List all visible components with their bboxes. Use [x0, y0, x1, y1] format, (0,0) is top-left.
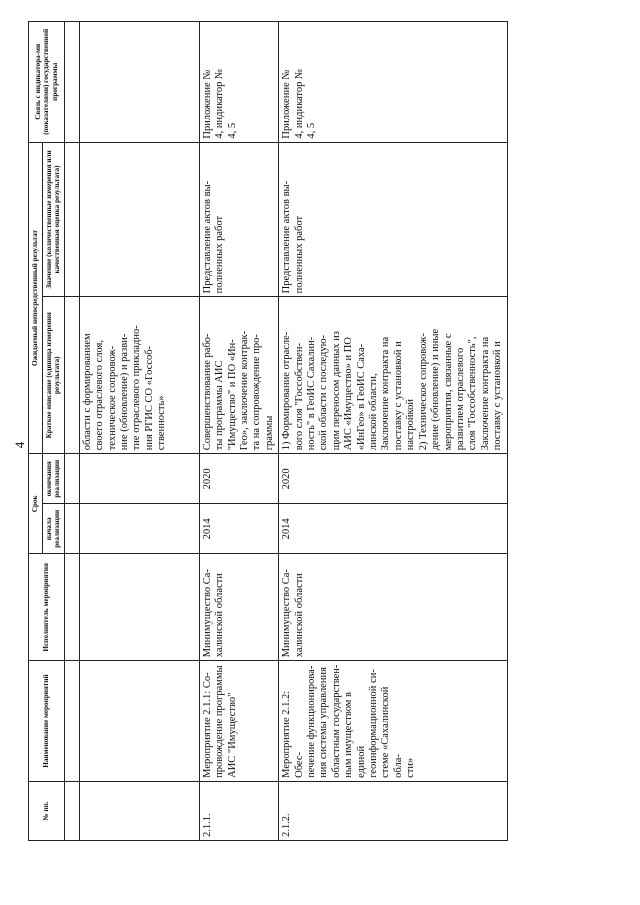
cell-indicator — [79, 22, 199, 143]
header-term: Срок — [29, 454, 43, 554]
cell-name — [79, 661, 199, 782]
cell-end: 2020 — [279, 454, 507, 504]
cell-num — [79, 781, 199, 840]
page-number: 4 — [12, 441, 27, 449]
cell-executor — [79, 554, 199, 661]
cell-indicator: Приложение № 4, индикатор № 4, 5 — [279, 22, 507, 143]
cell-description: 1) Формирование отрасле- вого слоя "Госсобствен- ность" в ГеоИС Сахалин- ской области с последую- щим переносом данных из АИС «Имущество» и ПО «ИнГео» в ГеоИС Саха- линской области, Заключение контракта на поставку с установкой и настройкой 2) Техническое сопровож- дение (обновление) и иные мероприятия, связанные с развитием отраслевого слоя "Госсобственность", Заключение контракта на поставку с установкой и — [279, 297, 507, 454]
cell-start — [79, 504, 199, 554]
cell-num: 2.1.1. — [199, 781, 278, 840]
cell-value — [79, 142, 199, 297]
header-name: Наименование мероприятий — [29, 661, 65, 782]
cell-description: Совершенствование рабо- ты программы АИС "Имущество" и ПО «Ин- Гео», заключение контрак- та на сопровождение про- граммы — [199, 297, 278, 454]
cell-executor: Минимущество Са- халинской области — [199, 554, 278, 661]
blank-spacer-row — [64, 22, 79, 841]
header-row-num: № пп. — [29, 781, 65, 840]
header-start: начала реализации — [42, 504, 64, 554]
activities-table — [28, 21, 508, 841]
cell-name: Мероприятие 2.1.2: Обес- печение функционирова- ния системы управления областным государствен- ным имуществом в единой геоинформационной си- стеме «Сахалинской обла- сти» — [279, 661, 507, 782]
cell-value: Представление актов вы- полненных работ — [199, 142, 278, 297]
header-value: Значение (количественные измерения или качественная оценка результата) — [42, 142, 64, 297]
table-row — [279, 22, 507, 841]
cell-name: Мероприятие 2.1.1: Со- провождение программы АИС "Имущество" — [199, 661, 278, 782]
cell-num: 2.1.2. — [279, 781, 507, 840]
cell-end — [79, 454, 199, 504]
cell-description: области с формированием своего отраслевого слоя, техническое сопровож- ние (обновление) и разви- тие отраслевого прикладно- ния РГИС СО «Госсоб- ственность» — [79, 297, 199, 454]
cell-indicator: Приложение № 4, индикатор № 4, 5 — [199, 22, 278, 143]
cell-executor: Минимущество Са- халинской области — [279, 554, 507, 661]
cell-start: 2014 — [279, 504, 507, 554]
header-expected-result: Ожидаемый непосредственный результат — [29, 142, 43, 454]
cell-value: Представление актов вы- полненных работ — [279, 142, 507, 297]
cell-end: 2020 — [199, 454, 278, 504]
table-row — [79, 22, 199, 841]
header-executor: Исполнитель мероприятия — [29, 554, 65, 661]
cell-start: 2014 — [199, 504, 278, 554]
header-description: Краткое описание (единица измерения результата) — [42, 297, 64, 454]
table-row — [199, 22, 278, 841]
header-indicator-link: Связь с индикатора-ми (показателями) государственной программы — [29, 22, 65, 143]
header-end: окончания реализации — [42, 454, 64, 504]
